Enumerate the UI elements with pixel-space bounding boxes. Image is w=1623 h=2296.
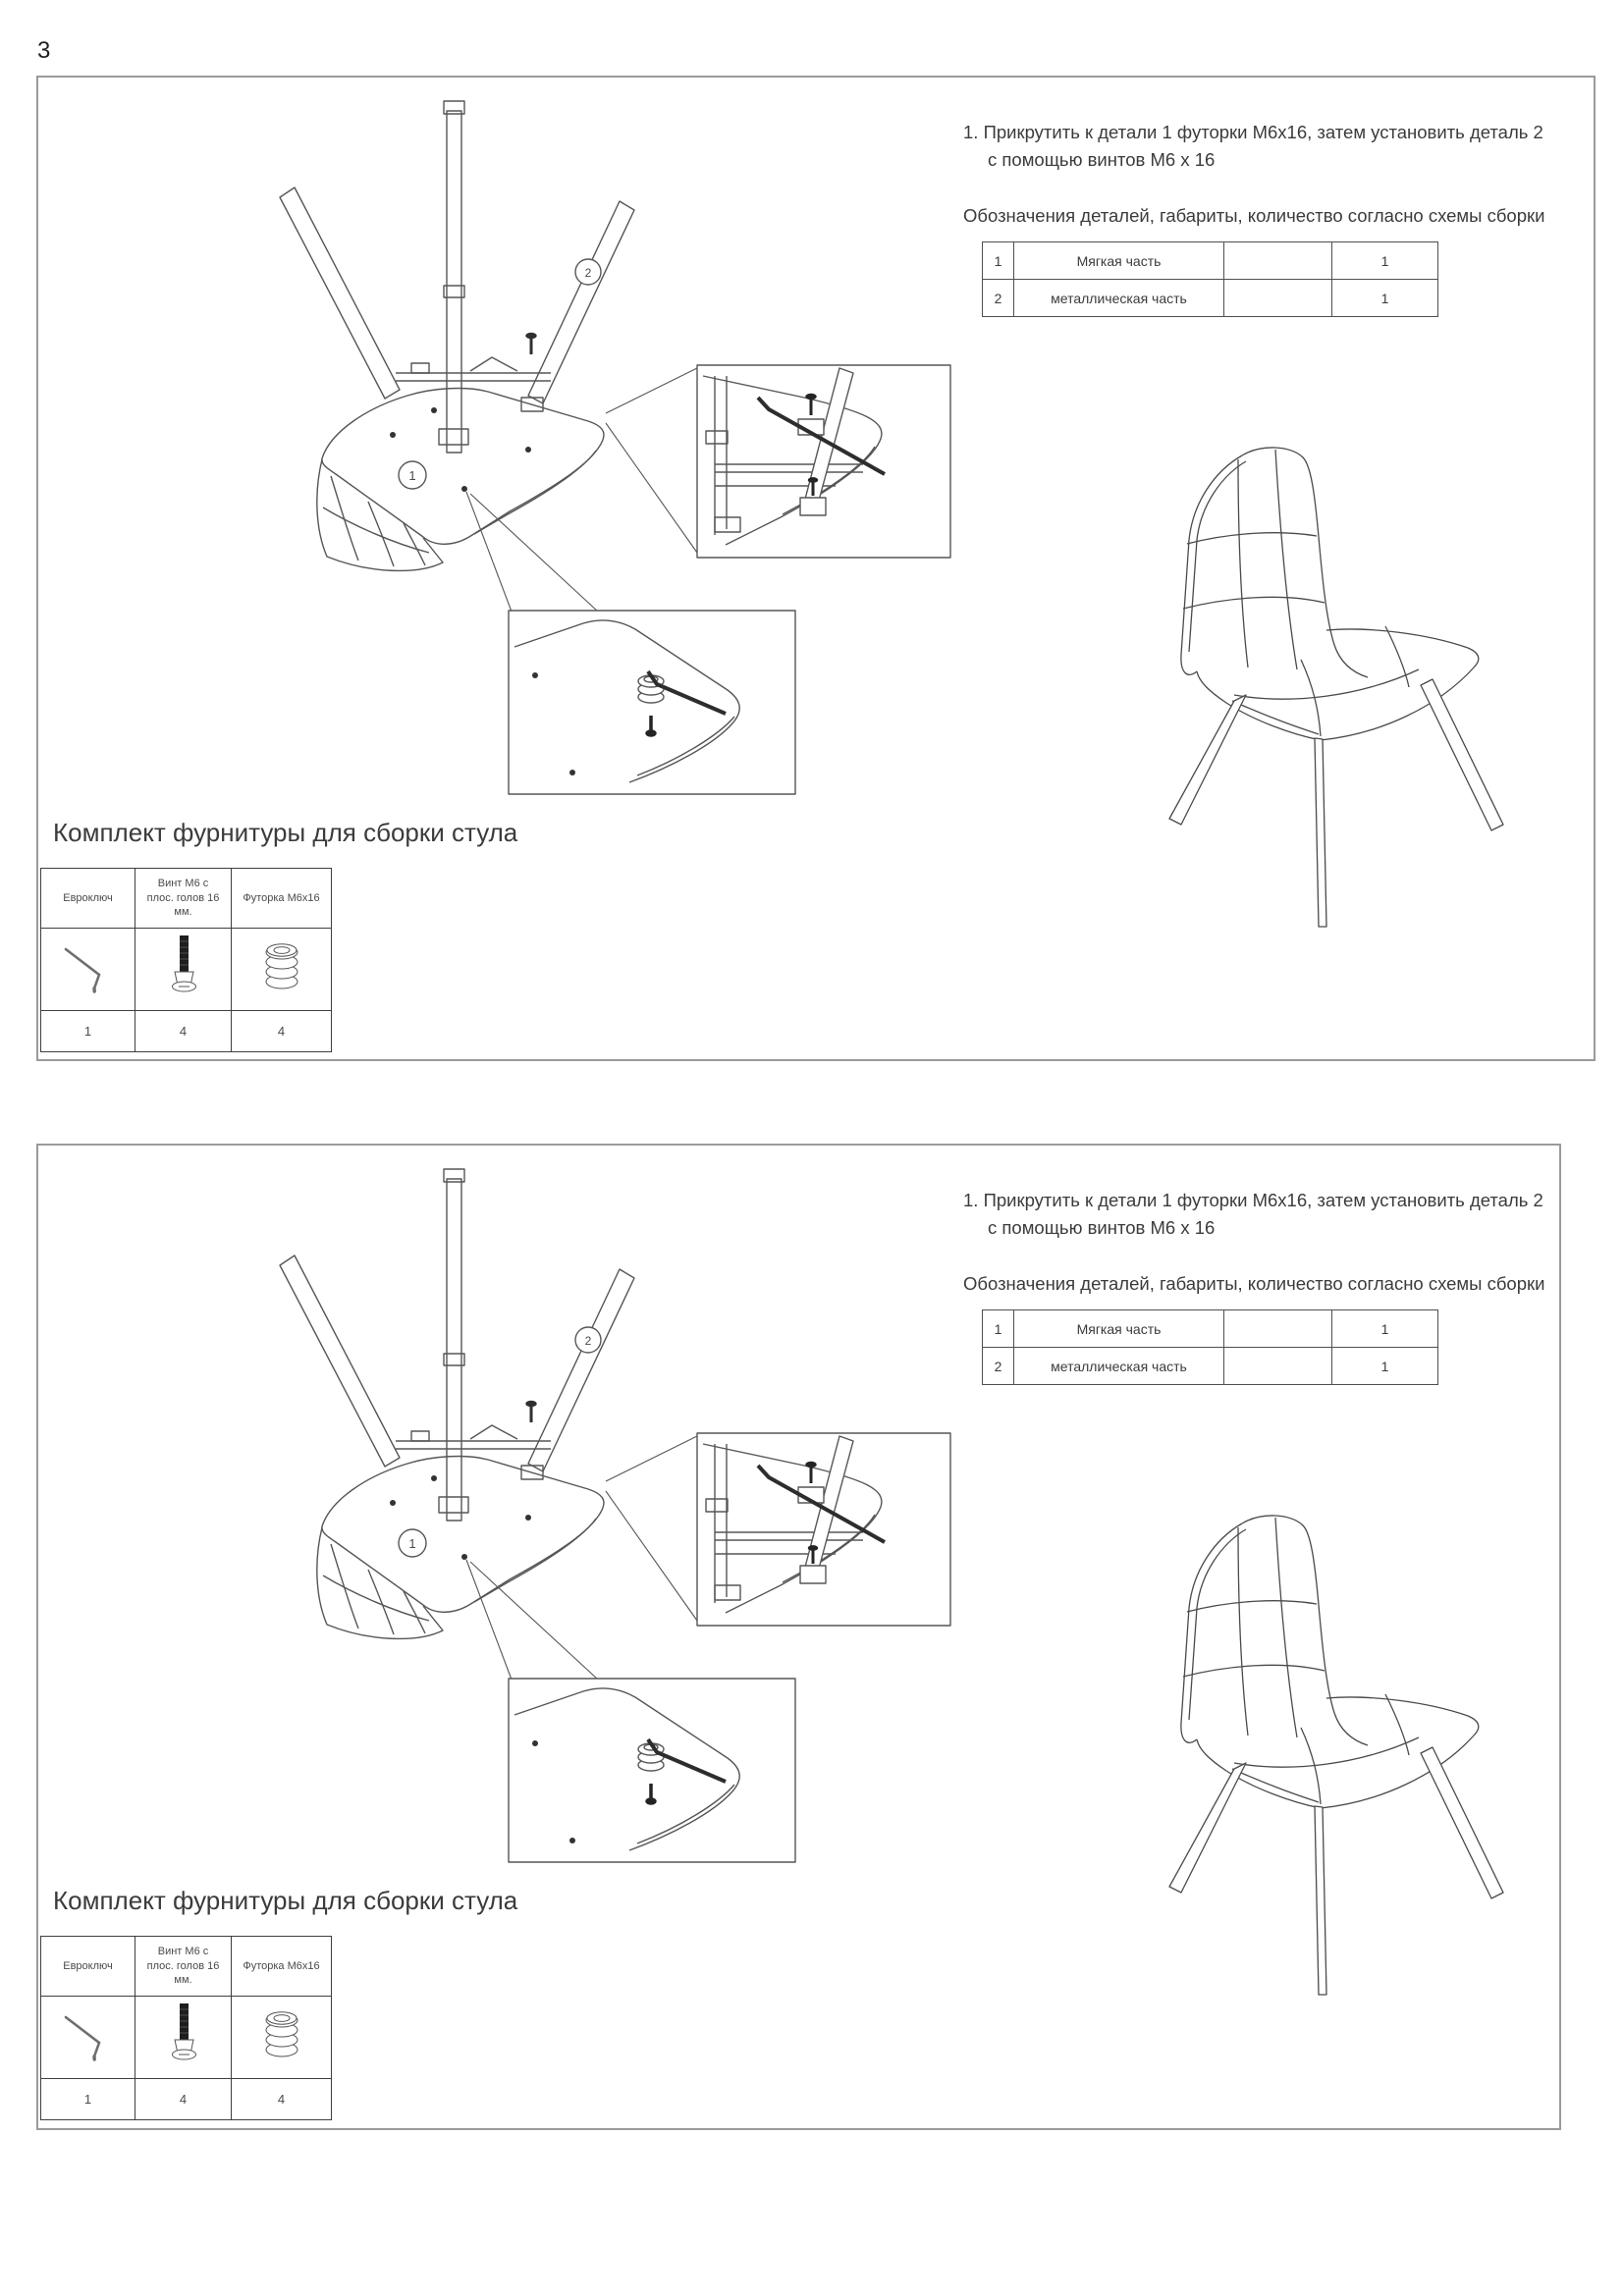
seat-frame-rails — [396, 357, 551, 381]
insert-qty: 4 — [232, 1011, 332, 1052]
detail-box-leg-attachment — [697, 365, 950, 558]
hex-key-qty: 1 — [41, 2079, 135, 2120]
hardware-table-icons — [41, 929, 332, 1011]
hex-key-icon — [56, 937, 121, 996]
hardware-table-quantities — [41, 2079, 332, 2120]
screw-glyph — [526, 334, 536, 355]
chair-back-post — [439, 101, 468, 453]
seat-bottom — [317, 389, 604, 571]
chair-backrest — [1181, 1516, 1368, 1745]
part-number: 1 — [983, 242, 1014, 280]
hardware-table-header — [41, 869, 332, 929]
chair-legs — [1169, 679, 1503, 927]
instruction-line-1: 1. Прикрутить к детали 1 футорки М6х16, затем установить деталь 2 — [963, 122, 1543, 142]
instruction-panel-top — [36, 76, 1596, 1061]
insert-icon — [254, 936, 309, 997]
hardware-table — [40, 868, 332, 1052]
screw-qty: 4 — [135, 2079, 232, 2120]
part-quantity: 1 — [1332, 1348, 1438, 1385]
assembly-instruction — [963, 119, 1547, 174]
screw-qty: 4 — [135, 1011, 232, 1052]
parts-table-row — [983, 1348, 1438, 1385]
seat-frame-rails — [396, 1425, 551, 1449]
hex-key-qty: 1 — [41, 1011, 135, 1052]
hardware-label-hex-key: Евроключ — [41, 1937, 135, 1997]
legend-note: Обозначения деталей, габариты, количество согласно схемы сборки — [963, 1273, 1545, 1294]
parts-table-row — [983, 242, 1438, 280]
assembled-chair-drawing — [1144, 1502, 1529, 2101]
exploded-chair-drawing — [176, 85, 971, 812]
legend-note: Обозначения деталей, габариты, количество согласно схемы сборки — [963, 205, 1545, 226]
hex-key-icon — [56, 2005, 121, 2064]
leader-lines — [466, 368, 697, 612]
hardware-label-screw: Винт М6 с плос. голов 16 мм. — [135, 869, 232, 929]
hardware-kit-title: Комплект фурнитуры для сборки стула — [53, 818, 518, 847]
part-number: 1 — [983, 1310, 1014, 1348]
chair-seat — [1197, 626, 1479, 740]
instruction-line-1: 1. Прикрутить к детали 1 футорки М6х16, затем установить деталь 2 — [963, 1190, 1543, 1210]
hardware-table-header — [41, 1937, 332, 1997]
hardware-label-screw: Винт М6 с плос. голов 16 мм. — [135, 1937, 232, 1997]
screw-icon — [160, 932, 207, 1002]
instruction-line-2: с помощью винтов М6 х 16 — [988, 149, 1216, 170]
chair-seat — [1197, 1694, 1479, 1808]
chair-leg-left — [280, 1255, 400, 1467]
part-number: 2 — [983, 280, 1014, 317]
chair-backrest — [1181, 448, 1368, 677]
chair-leg-left — [280, 187, 400, 399]
hardware-table — [40, 1936, 332, 2120]
hardware-table-quantities — [41, 1011, 332, 1052]
part-dims — [1224, 1310, 1332, 1348]
part-name: Мягкая часть — [1014, 1310, 1224, 1348]
chair-back-post — [439, 1169, 468, 1521]
assembly-instruction — [963, 1187, 1547, 1242]
part-quantity: 1 — [1332, 1310, 1438, 1348]
page-number: 3 — [37, 37, 51, 64]
part-quantity: 1 — [1332, 242, 1438, 280]
callout-1-badge — [399, 461, 426, 489]
callout-2-label: 2 — [584, 266, 592, 280]
chair-legs — [1169, 1747, 1503, 1995]
detail-box-corner-insert — [509, 611, 795, 794]
hardware-table-icons — [41, 1997, 332, 2079]
part-number: 2 — [983, 1348, 1014, 1385]
insert-icon — [254, 2004, 309, 2065]
callout-1-badge — [399, 1529, 426, 1557]
detail-box-leg-attachment — [697, 1433, 950, 1626]
exploded-chair-drawing — [176, 1153, 971, 1880]
instruction-panel-bottom — [36, 1144, 1561, 2130]
part-name: металлическая часть — [1014, 280, 1224, 317]
hardware-label-insert: Футорка М6х16 — [232, 1937, 332, 1997]
hardware-label-hex-key: Евроключ — [41, 869, 135, 929]
part-dims — [1224, 280, 1332, 317]
parts-table — [982, 1309, 1438, 1385]
part-name: металлическая часть — [1014, 1348, 1224, 1385]
screw-glyph — [526, 1402, 536, 1423]
instruction-line-2: с помощью винтов М6 х 16 — [988, 1217, 1216, 1238]
part-name: Мягкая часть — [1014, 242, 1224, 280]
seat-bottom — [317, 1457, 604, 1639]
screw-icon — [160, 2000, 207, 2070]
hardware-kit-title: Комплект фурнитуры для сборки стула — [53, 1886, 518, 1915]
callout-2-badge — [575, 259, 601, 285]
parts-table-row — [983, 280, 1438, 317]
detail-box-corner-insert — [509, 1679, 795, 1862]
threaded-insert-in-detail — [638, 675, 664, 703]
assembled-chair-drawing — [1144, 434, 1529, 1033]
parts-table — [982, 241, 1438, 317]
leader-lines — [466, 1436, 697, 1680]
threaded-insert-in-detail — [638, 1743, 664, 1771]
part-dims — [1224, 242, 1332, 280]
insert-qty: 4 — [232, 2079, 332, 2120]
callout-1-label: 1 — [408, 1536, 416, 1551]
part-dims — [1224, 1348, 1332, 1385]
callout-2-badge — [575, 1327, 601, 1353]
callout-2-label: 2 — [584, 1334, 592, 1348]
parts-table-row — [983, 1310, 1438, 1348]
part-quantity: 1 — [1332, 280, 1438, 317]
hardware-label-insert: Футорка М6х16 — [232, 869, 332, 929]
callout-1-label: 1 — [408, 468, 416, 483]
